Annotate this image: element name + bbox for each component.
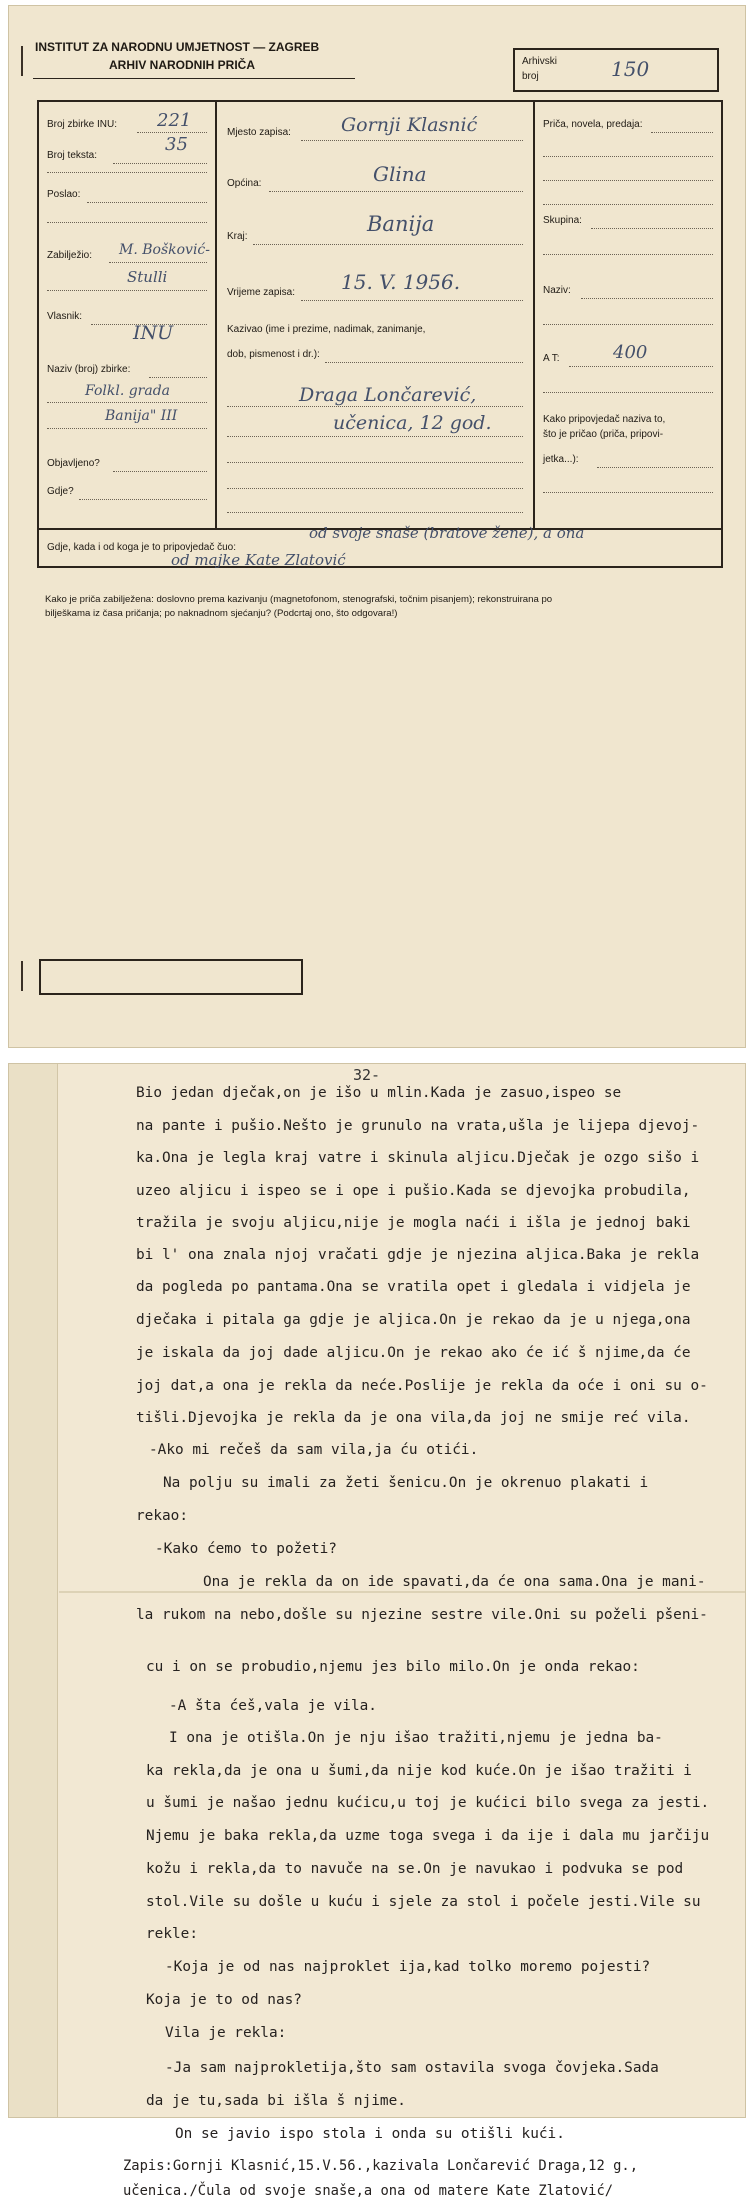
published-line	[113, 471, 207, 472]
source-value-2: od majke Kate Zlatović	[171, 551, 346, 569]
municipality-line	[269, 191, 523, 192]
blank-line-2	[47, 222, 207, 223]
narrator-line-2	[227, 406, 523, 407]
at-label: A T:	[543, 353, 560, 364]
group-line-2	[543, 254, 713, 255]
page-number: 32-	[353, 1066, 381, 1084]
date-line	[301, 300, 523, 301]
region-label: Kraj:	[227, 231, 248, 242]
archive-number-value: 150	[611, 57, 650, 81]
owner-label: Vlasnik:	[47, 311, 83, 322]
collection-number-label: Broj zbirke INU:	[47, 119, 118, 130]
story-type-line	[651, 132, 713, 133]
narrator-naming-label-1: Kako pripovjedač naziva to,	[543, 414, 666, 425]
story-line: da pogleda po pantama.Ona se vratila opet i gledala i vidjela je	[136, 1279, 691, 1295]
recorder-line-2	[47, 290, 207, 291]
story-line: dječaka i pitala ga gdje je aljica.On je rekao da je u njega,ona	[136, 1312, 691, 1328]
place-line	[301, 140, 523, 141]
where-label: Gdje?	[47, 486, 74, 497]
story-line: učenica./Čula od svoje snaše,a ona od matere Kate Zlatović/	[123, 2183, 614, 2199]
source-value-1: od svoje snaše (bratove žene), a ona	[309, 524, 585, 542]
blank-line-1	[47, 172, 207, 173]
collection-name-line-3	[47, 428, 207, 429]
recorder-line	[109, 262, 207, 263]
name-line-2	[543, 324, 713, 325]
date-value: 15. V. 1956.	[341, 270, 461, 294]
text-number-line	[113, 163, 207, 164]
place-value: Gornji Klasnić	[341, 114, 478, 136]
story-type-line-2	[543, 156, 713, 157]
narrator-value-2: učenica, 12 god.	[333, 412, 492, 434]
municipality-label: Općina:	[227, 178, 262, 189]
paper-fold	[59, 1591, 745, 1593]
owner-value: INU	[133, 322, 174, 344]
story-line: Zapis:Gornji Klasnić,15.V.56.,kazivala Lončarević Draga,12 g.,	[123, 2158, 638, 2174]
story-line: la rukom na nebo,došle su njezine sestre vile.Oni su poželi pšeni-	[136, 1607, 708, 1623]
story-line: bi l' ona znala njoj vračati gdje je njezina aljica.Baka je rekla	[136, 1247, 700, 1263]
name-label: Naziv:	[543, 285, 571, 296]
story-line: u šumi je našao jednu kućicu,u toj je kućici bilo svega za jesti.	[146, 1795, 710, 1811]
story-line: On se javio ispo stola i onda su otišli kući.	[175, 2126, 565, 2142]
sender-line	[87, 202, 207, 203]
story-line: Vila je rekla:	[165, 2025, 287, 2041]
story-line: -Koja je od nas najproklet ija,kad tolko moremo pojesti?	[165, 1959, 651, 1975]
story-line: rekle:	[146, 1926, 198, 1942]
divider-right	[533, 100, 535, 530]
archive-number-label-1: Arhivski	[522, 56, 558, 67]
narrator-naming-line-2	[543, 492, 713, 493]
archive-number-label-2: broj	[522, 71, 539, 82]
margin-bracket-top	[21, 46, 23, 76]
text-number-label: Broj teksta:	[47, 150, 98, 161]
story-line: stol.Vile su došle u kuću i sjele za stol i počele jesti.Vile su	[146, 1894, 701, 1910]
story-line: -A šta ćeš,vala je vila.	[169, 1698, 377, 1714]
collection-name-value-1: Folkl. grada	[85, 383, 171, 399]
story-line: cu i on se probudio,njemu jeз bilo milo.On je onda rekao:	[146, 1659, 640, 1675]
sender-label: Poslao:	[47, 189, 81, 200]
divider-left	[215, 100, 217, 530]
where-line	[79, 499, 207, 500]
story-line: -Ja sam najprokletija,što sam ostavila svoga čovjeka.Sada	[165, 2060, 659, 2076]
collection-name-value-2: Banija" III	[105, 408, 178, 424]
story-line: -Kako ćemo to požeti?	[155, 1541, 337, 1557]
story-line: Ona je rekla da on ide spavati,da će ona sama.Ona je mani-	[203, 1574, 706, 1590]
story-line: Na polju su imali za žeti šenicu.On je okrenuo plakati i	[163, 1475, 649, 1491]
collection-number-line	[137, 132, 207, 133]
story-line: Bio jedan dječak,on je išo u mlin.Kada je zasuo,ispeo se	[136, 1085, 622, 1101]
story-line: uzeo aljicu i ispeo se i ope i pušio.Kada se djevojka probudila,	[136, 1183, 691, 1199]
group-label: Skupina:	[543, 215, 582, 226]
story-line: I ona je otišla.On je nju išao tražiti,njemu je jedna ba-	[169, 1730, 663, 1746]
left-paper-strip	[9, 1064, 58, 2117]
group-line	[591, 228, 713, 229]
story-line: tražila je svoju aljicu,nije je mogla naći i išla je jednoj baki	[136, 1215, 691, 1231]
story-type-line-4	[543, 204, 713, 205]
narrator-line-6	[227, 512, 523, 513]
name-line	[581, 298, 713, 299]
narrator-naming-line	[597, 467, 713, 468]
at-line-2	[543, 392, 713, 393]
narrator-line-3	[227, 436, 523, 437]
collection-name-line	[149, 377, 207, 378]
at-line	[569, 366, 713, 367]
narrator-value-1: Draga Lončarević,	[299, 384, 477, 406]
narrator-label-1: Kazivao (ime i prezime, nadimak, zanimanje,	[227, 324, 426, 335]
narrator-line-5	[227, 488, 523, 489]
recorder-label: Zabilježio:	[47, 250, 93, 261]
narrator-naming-label-2: što je pričao (priča, pripovi-	[543, 429, 664, 440]
narrator-line-4	[227, 462, 523, 463]
header-archive: ARHIV NARODNIH PRIČA	[109, 58, 256, 72]
story-line: rekao:	[136, 1508, 188, 1524]
date-label: Vrijeme zapisa:	[227, 287, 295, 298]
story-type-label: Priča, novela, predaja:	[543, 119, 643, 130]
place-label: Mjesto zapisa:	[227, 127, 291, 138]
recording-method-line-1: Kako je priča zabilježena: doslovno prema kazivanju (magnetofonom, stenografski, točnim pisanjem); rekonstruirana po	[45, 594, 553, 605]
story-type-line-3	[543, 180, 713, 181]
narrator-naming-label-3: jetka...):	[543, 454, 579, 465]
story-line: na pante i pušio.Nešto je grunulo na vrata,ušla je lijepa djevoj-	[136, 1118, 700, 1134]
collection-name-label: Naziv (broj) zbirke:	[47, 364, 131, 375]
region-value: Banija	[367, 212, 435, 236]
published-label: Objavljeno?	[47, 458, 100, 469]
header-institute: INSTITUT ZA NARODNU UMJETNOST — ZAGREB	[35, 40, 320, 54]
recorder-value-1: M. Bošković-	[119, 242, 211, 258]
archive-form-page	[8, 5, 746, 1048]
source-label: Gdje, kada i od koga je to pripovjedač čuo:	[47, 542, 237, 553]
story-line: da je tu,sada bi išla š njime.	[146, 2093, 406, 2109]
story-line: tišli.Djevojka je rekla da je ona vila,da joj ne smije reć vila.	[136, 1410, 691, 1426]
narrator-label-2: dob, pismenost i dr.):	[227, 349, 320, 360]
collection-name-line-2	[47, 402, 207, 403]
empty-bottom-box	[39, 959, 303, 995]
municipality-value: Glina	[373, 162, 427, 186]
typed-story-page	[8, 1063, 746, 2199]
text-number-value: 35	[165, 134, 188, 155]
margin-bracket-bottom	[21, 961, 23, 991]
region-line	[253, 244, 523, 245]
story-line: ka rekla,da je ona u šumi,da nije kod kuće.On je išao tražiti i	[146, 1763, 692, 1779]
story-line: joj dat,a ona je rekla da neće.Poslije je rekla da oće i oni su o-	[136, 1378, 708, 1394]
story-line: Njemu je baka rekla,da uzme toga svega i da ije i dala mu jarčiju	[146, 1828, 710, 1844]
story-line: kožu i rekla,da to navuče na se.On je navukao i podvuka se pod	[146, 1861, 684, 1877]
recording-method-line-2: bilješkama iz časa pričanja; po naknadnom sjećanju? (Podcrtaj ono, što odgovara!)	[45, 608, 398, 619]
recorder-value-2: Stulli	[127, 268, 168, 286]
collection-number-value: 221	[157, 110, 192, 131]
story-line: je iskala da joj dade aljicu.On je rekao ako će ić š njime,da će	[136, 1345, 691, 1361]
header-underline	[33, 78, 355, 79]
story-line: ka.Ona je legla kraj vatre i skinula aljicu.Dječak je ozgo sišo i	[136, 1150, 700, 1166]
narrator-line	[325, 362, 523, 363]
at-value: 400	[613, 342, 648, 363]
story-line: -Ako mi rečeš da sam vila,ja ću otići.	[149, 1442, 479, 1458]
story-line: Koja je to od nas?	[146, 1992, 302, 2008]
